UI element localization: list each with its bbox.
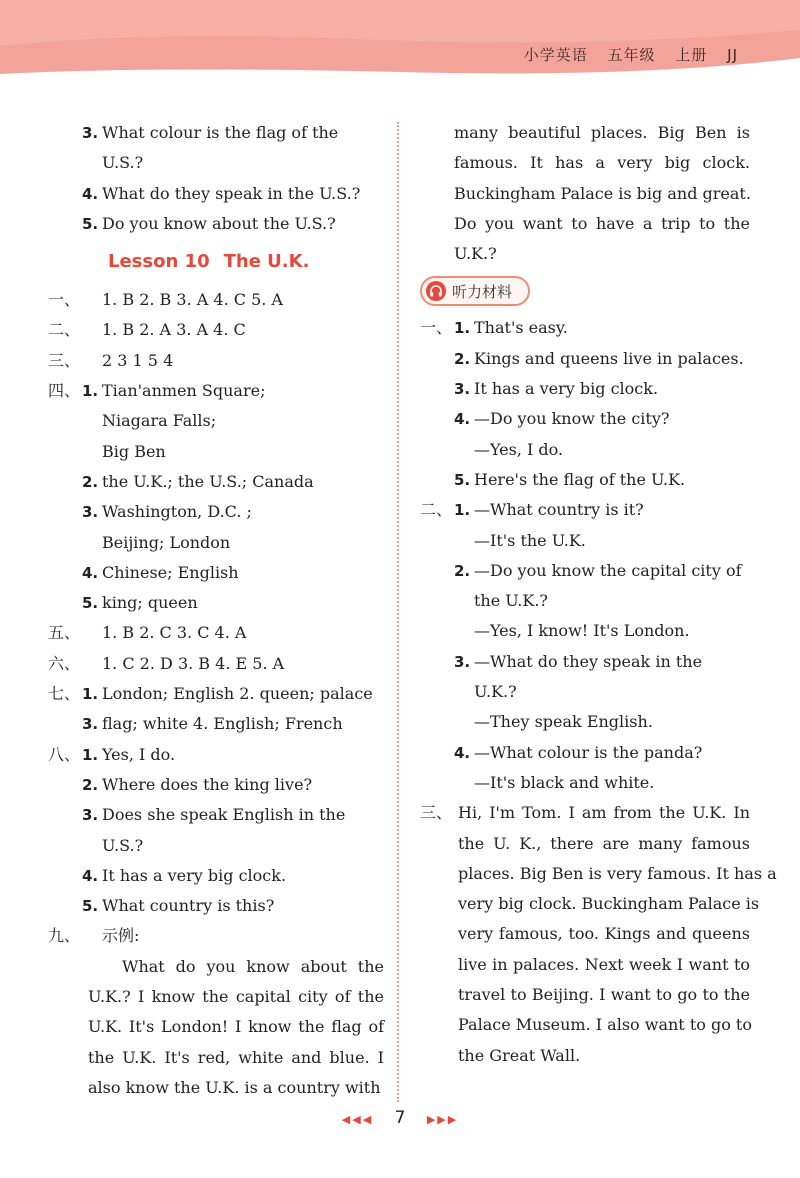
paragraph-line: U.K. It's London! I know the flag of <box>88 1017 384 1037</box>
item-text: What colour is the flag of the <box>102 123 339 142</box>
item-text: the U.K.? <box>474 591 549 611</box>
item-number: 1. <box>82 745 99 764</box>
paragraph-line: the U.K. It's red, white and blue. I <box>88 1047 384 1067</box>
list-item <box>48 376 384 406</box>
item-text: Where does the king live? <box>102 774 313 794</box>
list-item <box>48 709 384 739</box>
list-item <box>48 891 384 921</box>
item-number: 2. <box>82 472 99 491</box>
section-number: 七、 <box>48 684 81 704</box>
paragraph-line: very big clock. Buckingham Palace is <box>458 894 760 914</box>
listening-tag <box>420 276 530 306</box>
item-number: 1. <box>82 685 99 704</box>
item-text: Kings and queens live in palaces. <box>474 348 744 368</box>
paragraph-line: also know the U.K. is a country with <box>88 1077 381 1097</box>
item-text: It has a very big clock. <box>102 865 287 885</box>
section-number: 六、 <box>48 653 81 673</box>
item-text: Chinese; English <box>102 562 239 582</box>
item-text: —Yes, I do. <box>474 439 564 459</box>
item-text: Here's the flag of the U.K. <box>474 469 686 489</box>
item-number: 4. <box>454 743 471 762</box>
list-item <box>48 558 384 588</box>
item-text: Niagara Falls; <box>102 411 217 431</box>
item-number: 1. <box>82 382 99 401</box>
item-number: 2. <box>82 775 99 794</box>
listening-tag-label: 听力材料 <box>452 282 513 301</box>
section-number: 八、 <box>48 744 81 764</box>
item-text: 1. B 2. B 3. A 4. C 5. A <box>102 290 283 310</box>
item-number: 2. <box>454 561 471 580</box>
list-item <box>48 921 384 951</box>
paragraph-line: live in palaces. Next week I want to <box>458 954 750 974</box>
section-number: 五、 <box>48 623 81 643</box>
item-text: That's easy. <box>474 318 568 338</box>
paragraph-line: Do you want to have a trip to the <box>454 213 750 233</box>
item-text: U.K.? <box>474 682 517 702</box>
item-text: Yes, I do. <box>102 744 176 764</box>
item-number: 3. <box>82 715 99 734</box>
item-text: Washington, D.C. ; <box>102 502 252 522</box>
essay-left <box>48 952 384 1103</box>
item-text: Does she speak English in the <box>102 805 346 825</box>
lesson-label: Lesson 10 <box>108 251 210 273</box>
list-item <box>48 148 384 178</box>
list-item <box>420 768 750 798</box>
item-text: 1. C 2. D 3. B 4. E 5. A <box>102 653 285 673</box>
list-item <box>48 497 384 527</box>
item-number: 4. <box>82 563 99 582</box>
list-item <box>420 526 750 556</box>
listening-list <box>420 313 750 798</box>
item-text: Beijing; London <box>102 532 231 552</box>
list-item <box>48 406 384 436</box>
item-text: Do you know about the U.S.? <box>102 213 336 233</box>
edition-label: JJ <box>727 46 738 64</box>
item-text: 2 3 1 5 4 <box>102 350 174 370</box>
paragraph-line: places. Big Ben is very famous. It has a <box>458 863 777 883</box>
item-text: —Yes, I know! It's London. <box>474 621 690 641</box>
item-number: 4. <box>82 184 99 203</box>
list-item <box>48 179 384 209</box>
item-number: 3. <box>454 652 471 671</box>
column-divider <box>397 122 399 1102</box>
list-item <box>48 285 384 315</box>
list-item <box>48 528 384 558</box>
item-text: 1. B 2. A 3. A 4. C <box>102 320 246 340</box>
paragraph-line: U.K.? <box>454 244 497 264</box>
item-number: 4. <box>454 410 471 429</box>
paragraph-line: U.K.? I know the capital city of the <box>88 987 384 1007</box>
item-text: 1. B 2. C 3. C 4. A <box>102 623 247 643</box>
paragraph-line: Buckingham Palace is big and great. <box>454 183 751 203</box>
item-text: —What colour is the panda? <box>474 742 703 762</box>
left-column <box>48 118 384 1103</box>
section-number: 二、 <box>48 320 81 340</box>
item-number: 4. <box>82 866 99 885</box>
item-number: 1. <box>454 319 471 338</box>
lesson-heading <box>48 239 384 285</box>
list-item <box>48 649 384 679</box>
item-text: —What country is it? <box>474 500 644 520</box>
paragraph-line: many beautiful places. Big Ben is <box>454 123 750 142</box>
answer-list <box>48 285 384 952</box>
item-text: London; English 2. queen; palace <box>102 684 373 704</box>
section-number: 三、 <box>420 803 453 823</box>
header-banner <box>0 0 800 78</box>
list-item <box>48 618 384 648</box>
list-item <box>420 374 750 404</box>
list-item <box>48 770 384 800</box>
item-text: —Do you know the capital city of <box>474 560 742 580</box>
item-text: U.S.? <box>102 835 144 855</box>
item-text: king; queen <box>102 593 198 613</box>
page-footer <box>0 1108 800 1128</box>
prev-arrows-icon: ◀◀◀ <box>341 1113 374 1126</box>
list-item <box>48 209 384 239</box>
list-item <box>420 586 750 616</box>
paragraph-line: Palace Museum. I also want to go to <box>458 1015 752 1035</box>
list-item <box>420 616 750 646</box>
item-number: 2. <box>454 349 471 368</box>
list-item <box>420 495 750 525</box>
item-text: —It's the U.K. <box>474 530 586 550</box>
item-number: 3. <box>82 503 99 522</box>
item-text: 示例: <box>102 926 140 946</box>
list-item <box>420 404 750 434</box>
list-item <box>420 738 750 768</box>
item-number: 5. <box>454 470 471 489</box>
item-text: —What do they speak in the <box>474 651 703 671</box>
item-number: 5. <box>82 897 99 916</box>
listening-passage <box>420 798 777 1071</box>
item-text: —Do you know the city? <box>474 409 670 429</box>
list-item <box>48 861 384 891</box>
list-item <box>420 556 750 586</box>
list-item <box>48 588 384 618</box>
section-number: 九、 <box>48 926 81 946</box>
subject-label: 小学英语 <box>523 46 588 64</box>
item-text: flag; white 4. English; French <box>102 714 343 734</box>
item-text: It has a very big clock. <box>474 379 659 399</box>
headphones-icon <box>426 281 446 301</box>
section-number: 四、 <box>48 381 81 401</box>
item-text: U.S.? <box>102 153 144 173</box>
paragraph-line: very famous, too. Kings and queens <box>458 924 750 944</box>
essay-right <box>420 118 750 269</box>
volume-label: 上册 <box>675 46 708 64</box>
list-item <box>48 437 384 467</box>
page-number: 7 <box>394 1108 406 1128</box>
item-text: —It's black and white. <box>474 772 655 792</box>
list-item <box>420 344 750 374</box>
list-item <box>48 118 384 148</box>
list-item <box>48 346 384 376</box>
section-number: 三、 <box>48 350 81 370</box>
item-text: —They speak English. <box>474 712 653 732</box>
section-number: 二、 <box>420 500 453 520</box>
paragraph-line: What do you know about the <box>122 956 384 976</box>
item-number: 5. <box>82 214 99 233</box>
book-info <box>510 44 738 65</box>
grade-label: 五年级 <box>607 46 656 64</box>
list-item <box>48 467 384 497</box>
item-text: Big Ben <box>102 441 166 461</box>
item-text: the U.K.; the U.S.; Canada <box>102 471 314 491</box>
list-item <box>48 800 384 830</box>
item-number: 1. <box>454 501 471 520</box>
paragraph-line: travel to Beijing. I want to go to the <box>458 985 750 1005</box>
paragraph-line: Hi, I'm Tom. I am from the U.K. In <box>458 803 750 823</box>
item-text: What do they speak in the U.S.? <box>102 183 361 203</box>
list-item <box>48 740 384 770</box>
list-item <box>420 677 750 707</box>
list-item <box>420 465 750 495</box>
list-item <box>48 831 384 861</box>
paragraph-line: the Great Wall. <box>458 1045 581 1065</box>
list-item <box>420 435 750 465</box>
list-item <box>420 647 750 677</box>
item-number: 5. <box>82 594 99 613</box>
lesson-title: The U.K. <box>223 251 310 273</box>
previous-lesson-answers <box>48 118 384 239</box>
right-column <box>420 118 777 1071</box>
item-number: 3. <box>82 124 99 142</box>
list-item <box>48 315 384 345</box>
list-item <box>420 313 750 343</box>
paragraph-line: famous. It has a very big clock. <box>454 153 750 173</box>
item-text: Tian'anmen Square; <box>102 381 266 401</box>
section-number: 一、 <box>420 318 453 338</box>
item-text: What country is this? <box>102 896 275 916</box>
list-item <box>420 707 750 737</box>
paragraph-line: the U. K., there are many famous <box>458 833 750 853</box>
next-arrows-icon: ▶▶▶ <box>426 1113 459 1126</box>
item-number: 3. <box>454 380 471 399</box>
section-number: 一、 <box>48 290 81 310</box>
item-number: 3. <box>82 806 99 825</box>
list-item <box>48 679 384 709</box>
